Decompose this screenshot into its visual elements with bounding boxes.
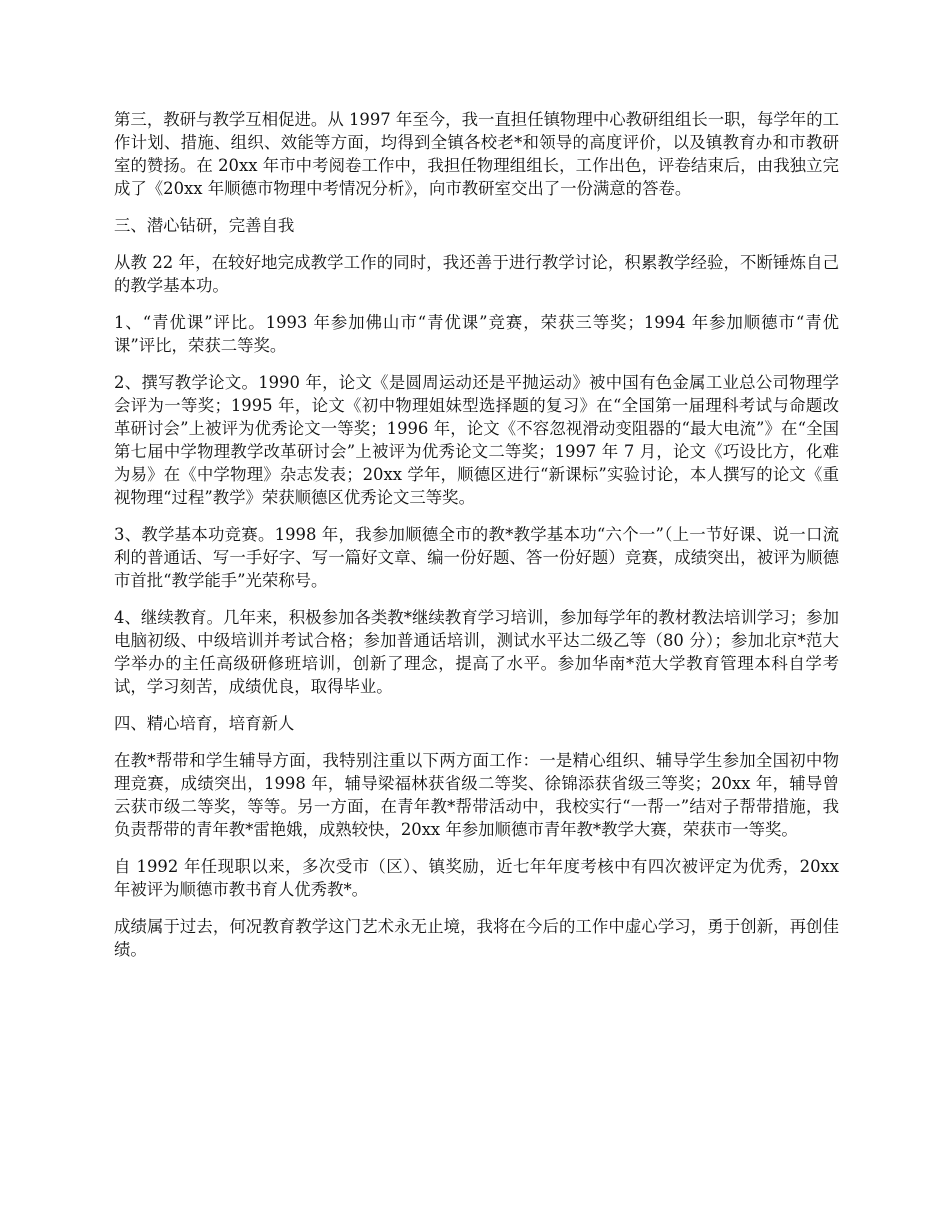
paragraph-intro-research: 从教 22 年，在较好地完成教学工作的同时，我还善于进行教学讨论，积累教学经验，不断锤炼自己的教学基本功。 — [114, 253, 839, 295]
paragraph-awards: 自 1992 年任现职以来，多次受市（区）、镇奖励，近七年年度考核中有四次被评定为优秀，20xx 年被评为顺德市教书育人优秀教*。 — [114, 857, 839, 899]
paragraph-youth-lesson-contest: 1、“青优课”评比。1993 年参加佛山市“青优课”竞赛，荣获三等奖；1994 年参加顺德市“青优课”评比，荣获二等奖。 — [114, 313, 839, 355]
paragraph-conclusion: 成绩属于过去，何况教育教学这门艺术永无止境，我将在今后的工作中虚心学习，勇于创新，再创佳绩。 — [114, 917, 839, 959]
document-page — [114, 108, 839, 975]
section-heading-self-improvement: 三、潜心钻研，完善自我 — [114, 216, 295, 235]
paragraph-papers: 2、撰写教学论文。1990 年，论文《是圆周运动还是平抛运动》被中国有色金属工业总公司物理学会评为一等奖；1995 年，论文《初中物理姐妹型选择题的复习》在“全国第一届理科考试与命题改革研讨会”上被评为优秀论文一等奖；1996 年，论文《不容忽视滑动变阻器的“最大电流”》在“全国第七届中学物理教学改革研讨会”上被评为优秀论文二等奖；1997 年 7 月，论文《巧设比方，化难为易》在《中学物理》杂志发表；20xx 学年，顺德区进行“新课标”实验讨论，本人撰写的论文《重视物理“过程”教学》荣获顺德区优秀论文三等奖。 — [114, 373, 839, 507]
paragraph-continuing-education: 4、继续教育。几年来，积极参加各类教*继续教育学习培训，参加每学年的教材教法培训学习；参加电脑初级、中级培训并考试合格；参加普通话培训，测试水平达二级乙等（80 分）；参加北京*范大学举办的主任高级研修班培训，创新了理念，提高了水平。参加华南*范大学教育管理本科自学考试，学习刻苦，成绩优良，取得毕业。 — [114, 608, 839, 696]
paragraph-teaching-research: 第三，教研与教学互相促进。从 1997 年至今，我一直担任镇物理中心教研组组长一职，每学年的工作计划、措施、组织、效能等方面，均得到全镇各校老*和领导的高度评价，以及镇教育办和市教研室的赞扬。在 20xx 年市中考阅卷工作中，我担任物理组组长，工作出色，评卷结束后，由我独立完成了《20xx 年顺德市物理中考情况分析》，向市教研室交出了一份满意的答卷。 — [114, 110, 839, 198]
section-heading-mentoring: 四、精心培育，培育新人 — [114, 714, 295, 733]
paragraph-skills-contest: 3、教学基本功竞赛。1998 年，我参加顺德全市的教*教学基本功“六个一”（上一节好课、说一口流利的普通话、写一手好字、写一篇好文章、编一份好题、答一份好题）竞赛，成绩突出，被评为顺德市首批“教学能手”光荣称号。 — [114, 525, 839, 590]
paragraph-mentoring: 在教*帮带和学生辅导方面，我特别注重以下两方面工作：一是精心组织、辅导学生参加全国初中物理竞赛，成绩突出，1998 年，辅导梁福林获省级二等奖、徐锦添获省级三等奖；20xx 年，辅导曾云获市级二等奖，等等。另一方面，在青年教*帮带活动中，我校实行“一帮一”结对子帮带措施，我负责帮带的青年教*雷艳娥，成熟较快，20xx 年参加顺德市青年教*教学大赛，荣获市一等奖。 — [114, 751, 839, 839]
